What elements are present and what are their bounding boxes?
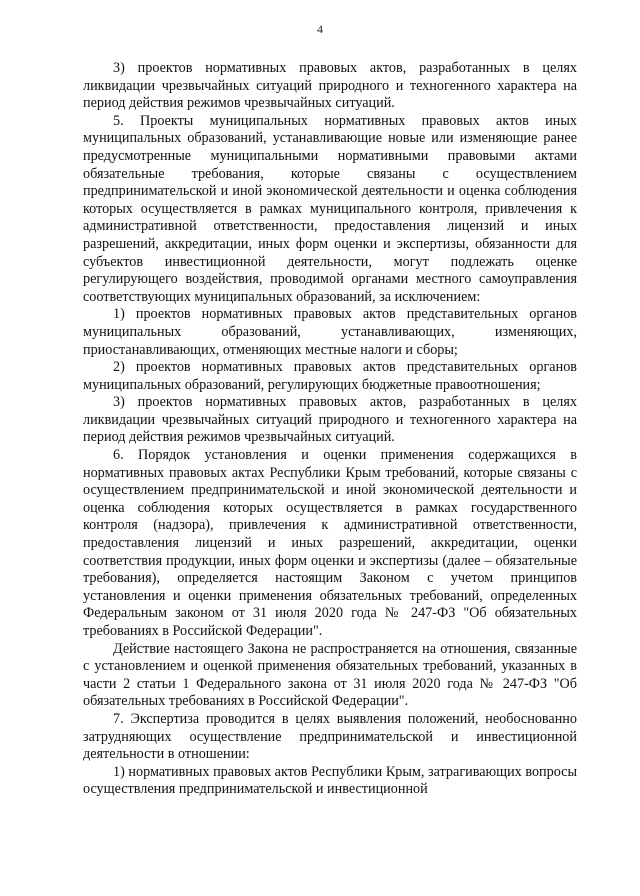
paragraph-5-municipal-projects: 5. Проекты муниципальных нормативных правовых актов иных муниципальных образований, устанавливающие новые или изменяющие ранее предусмотренные муниципальными нормативными правовыми актами обязательные требования, которые связаны с осуществлением предпринимательской и иной экономической деятельности и оценка соблюдения которых осуществляется в рамках муниципального контроля, привлечения к административной ответственности, предоставления лицензий и иных разрешений, аккредитации, иных форм оценки и экспертизы, обязанности для субъектов инвестиционной деятельности, могут подлежать оценке регулирующего воздействия, проводимой органами местного самоуправления соответствующих муниципальных образований, за исключением: <box>83 112 577 305</box>
paragraph-item-3-emergency-repeat: 3) проектов нормативных правовых актов, разработанных в целях ликвидации чрезвычайных ситуаций природного и техногенного характера на период действия режимов чрезвычайных ситуаций. <box>83 394 577 446</box>
paragraph-item-1-crimea-acts: 1) нормативных правовых актов Республики Крым, затрагивающих вопросы осуществления предпринимательской и инвестиционной <box>83 763 577 798</box>
paragraph-item-2-budget: 2) проектов нормативных правовых актов представительных органов муниципальных образований, регулирующих бюджетные правоотношения; <box>83 359 577 393</box>
paragraph-7-expertise: 7. Экспертиза проводится в целях выявления положений, необоснованно затрудняющих осуществление предпринимательской и инвестиционной деятельности в отношении: <box>83 710 577 763</box>
document-body <box>83 60 577 799</box>
page-number: 4 <box>317 22 323 36</box>
paragraph-6-mandatory-requirements: 6. Порядок установления и оценки применения содержащихся в нормативных правовых актах Республики Крым требований, которые связаны с осуществлением предпринимательской и иной экономической деятельности и оценка соблюдения которых осуществляется в рамках государственного контроля (надзора), привлечения к административной ответственности, предоставления лицензий и иных разрешений, аккредитации, оценки соответствия продукции, иных форм оценки и экспертизы (далее – обязательные требования), определяется настоящим Законом с учетом принципов установления и оценки применения обязательных требований, определенных Федеральным законом от 31 июля 2020 года № 247-ФЗ "Об обязательных требованиях в Российской Федерации". <box>83 447 577 639</box>
paragraph-law-scope: Действие настоящего Закона не распространяется на отношения, связанные с установлением и оценкой применения обязательных требований, указанных в части 2 статьи 1 Федерального закона от 31 июля 2020 года № 247-ФЗ "Об обязательных требованиях в Российской Федерации". <box>83 640 577 710</box>
paragraph-item-1-local-taxes: 1) проектов нормативных правовых актов представительных органов муниципальных образований, устанавливающих, изменяющих, приостанавливающих, отменяющих местные налоги и сборы; <box>83 306 577 358</box>
paragraph-item-3-emergency: 3) проектов нормативных правовых актов, разработанных в целях ликвидации чрезвычайных ситуаций природного и техногенного характера на период действия режимов чрезвычайных ситуаций. <box>83 60 577 112</box>
